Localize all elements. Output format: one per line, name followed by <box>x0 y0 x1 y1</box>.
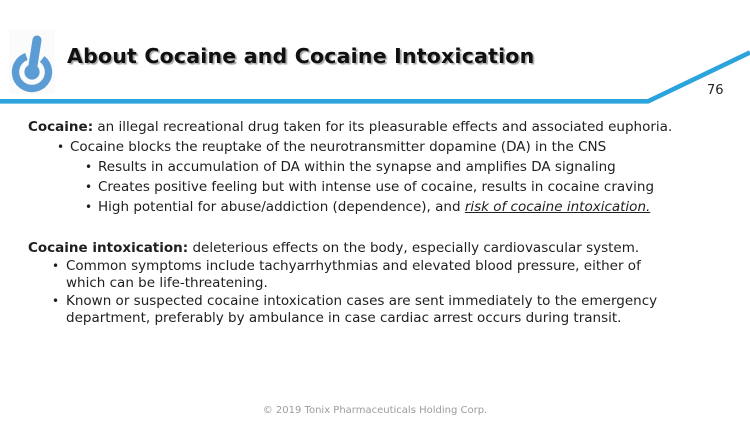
intoxication-definition <box>0 240 750 258</box>
intoxication-lead-bold: Cocaine intoxication: <box>28 240 189 256</box>
slide-body <box>0 117 750 328</box>
bullet-text: High potential for abuse/addiction (dependence), and <box>98 199 465 215</box>
bullet-item <box>0 137 750 157</box>
cocaine-definition <box>0 117 750 137</box>
bullet-item <box>0 258 750 293</box>
cocaine-lead-bold: Cocaine: <box>28 119 94 135</box>
power-button-icon <box>9 30 55 94</box>
slide-title: About Cocaine and Cocaine Intoxication <box>67 44 535 68</box>
bullet-text: Creates positive feeling but with intense use of cocaine, results in cocaine craving <box>98 179 655 195</box>
copyright-notice: © 2019 Tonix Pharmaceuticals Holding Corp. <box>262 405 488 416</box>
bullet-text-line: which can be life-threatening. <box>66 275 268 292</box>
bullet-text-line: Common symptoms include tachyarrhythmias and elevated blood pressure, either of <box>66 257 641 274</box>
bullet-item <box>0 293 750 328</box>
bullet-text: Results in accumulation of DA within the synapse and amplifies DA signaling <box>98 159 616 175</box>
bullet-marker: • <box>52 258 60 273</box>
company-logo <box>9 30 55 94</box>
bullet-text-line: department, preferably by ambulance in case cardiac arrest occurs during transit. <box>66 310 622 327</box>
sub-bullet-item <box>0 197 750 217</box>
page-number: 76 <box>707 83 724 98</box>
intoxication-lead-text: deleterious effects on the body, especially cardiovascular system. <box>188 240 640 256</box>
bullet-text-line: Known or suspected cocaine intoxication cases are sent immediately to the emergency <box>66 292 658 309</box>
bullet-marker: • <box>85 180 93 194</box>
risk-emphasis-text: risk of cocaine intoxication. <box>464 199 651 215</box>
bullet-text: Cocaine blocks the reuptake of the neurotransmitter dopamine (DA) in the CNS <box>70 139 607 155</box>
intoxication-section <box>0 240 750 328</box>
bullet-marker: • <box>85 160 93 174</box>
bullet-marker: • <box>52 293 60 308</box>
sub-bullet-item <box>0 157 750 177</box>
bullet-marker: • <box>85 200 93 214</box>
bullet-marker: • <box>57 140 65 154</box>
power-center-dot <box>24 64 39 79</box>
cocaine-section <box>0 117 750 217</box>
sub-bullet-item <box>0 177 750 197</box>
cocaine-lead-text: an illegal recreational drug taken for its pleasurable effects and associated euphoria. <box>93 119 673 135</box>
